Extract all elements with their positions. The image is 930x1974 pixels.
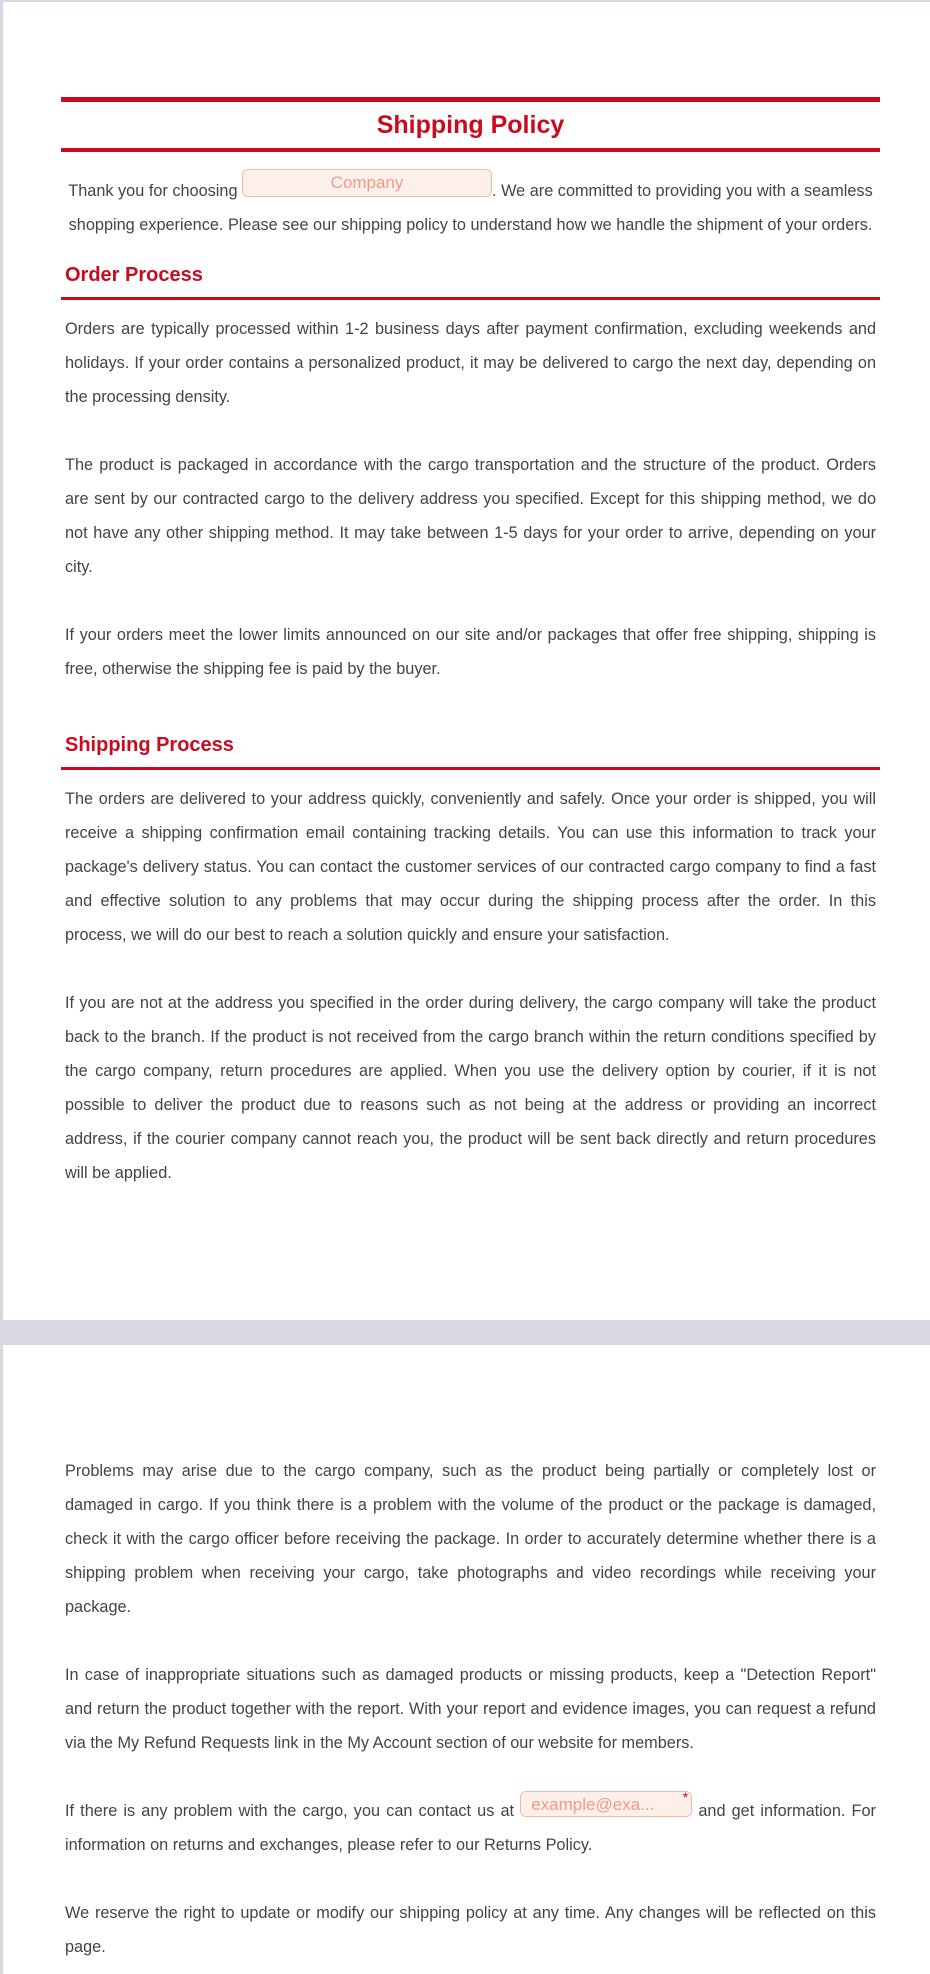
page-title: Shipping Policy bbox=[376, 111, 565, 139]
paragraph: The product is packaged in accordance with the cargo transportation and the structure of the product. Orders are sent by our contracted cargo to the delivery address you specified. Except for this shipping method, we do not have any other shipping method. It may take between 1-5 days for your order to arrive, depending on your city. bbox=[65, 456, 876, 576]
contact-text-start: If there is any problem with the cargo, you can contact us at bbox=[65, 1802, 515, 1820]
paragraph: We reserve the right to update or modify our shipping policy at any time. Any changes will be reflected on this page. bbox=[65, 1904, 876, 1956]
section-heading-order-process: Order Process bbox=[65, 264, 203, 286]
email-placeholder: example@exa... bbox=[531, 1795, 655, 1814]
section-heading-shipping-process: Shipping Process bbox=[65, 734, 234, 756]
page-1-content bbox=[61, 97, 880, 1190]
contact-text-end: and get information. For information on returns and exchanges, please refer to our Returns Policy. bbox=[65, 1802, 876, 1854]
title-top-rule bbox=[61, 97, 880, 102]
email-field[interactable] bbox=[520, 1791, 692, 1817]
document-page-1 bbox=[2, 2, 930, 1320]
paragraph: If your orders meet the lower limits announced on our site and/or packages that offer free shipping, shipping is free, otherwise the shipping fee is paid by the buyer. bbox=[65, 626, 876, 678]
intro-text-start: Thank you for choosing bbox=[68, 182, 238, 200]
paragraph: The orders are delivered to your address quickly, conveniently and safely. Once your order is shipped, you will receive a shipping confirmation email containing tracking details. You can use this information to track your package's delivery status. You can contact the customer services of our contracted cargo company to find a fast and effective solution to any problems that may occur during the shipping process after the order. In this process, we will do our best to reach a solution quickly and ensure your satisfaction. bbox=[65, 790, 876, 944]
paragraph: Problems may arise due to the cargo company, such as the product being partially or completely lost or damaged in cargo. If you think there is a problem with the volume of the product or the package is damaged, check it with the cargo officer before receiving the package. In order to accurately determine whether there is a shipping problem when receiving your cargo, take photographs and video recordings while receiving your package. bbox=[65, 1462, 876, 1616]
paragraph: In case of inappropriate situations such as damaged products or missing products, keep a "Detection Report" and return the product together with the report. With your report and evidence images, you can request a refund via the My Refund Requests link in the My Account section of our website for members. bbox=[65, 1666, 876, 1752]
required-asterisk: * bbox=[682, 1789, 689, 1805]
intro-paragraph bbox=[61, 174, 880, 242]
document-page-2 bbox=[2, 1345, 930, 1974]
title-bottom-rule bbox=[61, 148, 880, 152]
section-rule bbox=[61, 767, 880, 770]
company-field[interactable]: Company bbox=[242, 169, 492, 197]
paragraph: Orders are typically processed within 1-2 business days after payment confirmation, excluding weekends and holidays. If your order contains a personalized product, it may be delivered to cargo the next day, depending on the processing density. bbox=[65, 320, 876, 406]
page-2-content bbox=[61, 1454, 880, 1964]
contact-paragraph bbox=[65, 1789, 876, 1862]
intro-text-end: . We are committed to providing you with a seamless shopping experience. Please see our shipping policy to understand how we handle the shipment of your orders. bbox=[68, 182, 873, 234]
paragraph: If you are not at the address you specified in the order during delivery, the cargo company will take the product back to the branch. If the product is not received from the cargo branch within the return conditions specified by the cargo company, return procedures are applied. When you use the delivery option by courier, if it is not possible to deliver the product due to reasons such as not being at the address or providing an incorrect address, if the courier company cannot reach you, the product will be sent back directly and return procedures will be applied. bbox=[65, 994, 876, 1182]
section-rule bbox=[61, 297, 880, 300]
